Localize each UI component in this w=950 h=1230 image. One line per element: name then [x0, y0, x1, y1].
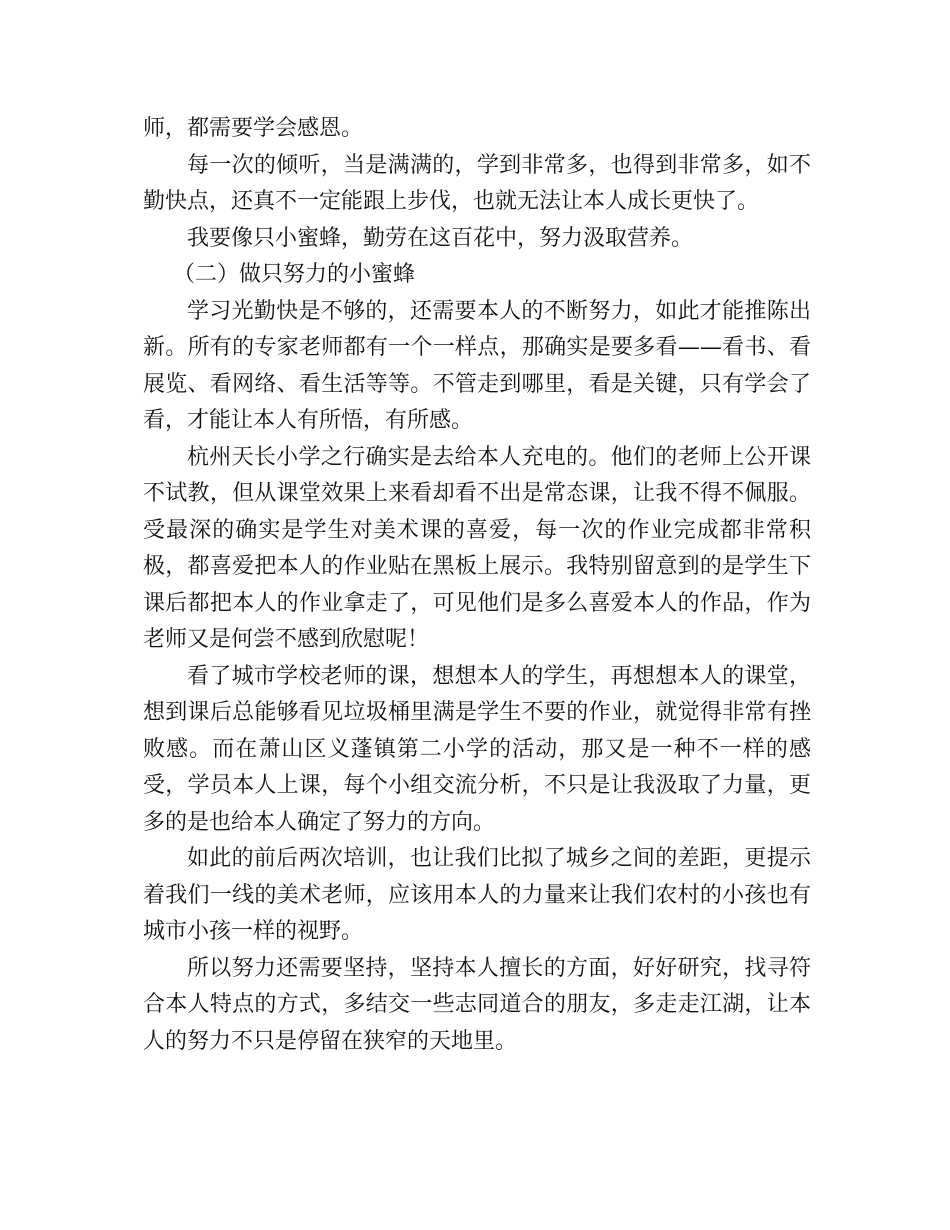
paragraph: 杭州天长小学之行确实是去给本人充电的。他们的老师上公开课不试教，但从课堂效果上来看却看不出是常态课，让我不得不佩服。受最深的确实是学生对美术课的喜爱，每一次的作业完成都非常积极，都喜爱把本人的作业贴在黑板上展示。我特别留意到的是学生下课后都把本人的作业拿走了，可见他们是多么喜爱本人的作品，作为老师又是何尝不感到欣慰呢！: [143, 444, 811, 652]
paragraph: 我要像只小蜜蜂，勤劳在这百花中，努力汲取营养。: [187, 225, 694, 251]
section-heading: （二）做只努力的小蜜蜂: [173, 262, 416, 287]
paragraph: 每一次的倾听，当是满满的，学到非常多，也得到非常多，如不勤快点，还真不一定能跟上步伐，也就无法让本人成长更快了。: [143, 152, 811, 214]
paragraph: 学习光勤快是不够的，还需要本人的不断努力，如此才能推陈出新。所有的专家老师都有一个一样点，那确实是要多看——看书、看展览、看网络、看生活等等。不管走到哪里，看是关键，只有学会了看，才能让本人有所悟，有所感。: [143, 298, 811, 433]
paragraph-continuation: 师，都需要学会感恩。: [143, 116, 364, 141]
paragraph: 所以努力还需要坚持，坚持本人擅长的方面，好好研究，找寻符合本人特点的方式，多结交一些志同道合的朋友，多走走江湖，让本人的努力不只是停留在狭窄的天地里。: [143, 955, 811, 1054]
paragraph: 如此的前后两次培训，也让我们比拟了城乡之间的差距，更提示着我们一线的美术老师，应该用本人的力量来让我们农村的小孩也有城市小孩一样的视野。: [143, 846, 811, 944]
document-body: [143, 111, 811, 1060]
paragraph: 看了城市学校老师的课，想想本人的学生，再想想本人的课堂，想到课后总能够看见垃圾桶里满是学生不要的作业，就觉得非常有挫败感。而在萧山区义蓬镇第二小学的活动，那又是一种不一样的感受，学员本人上课，每个小组交流分析，不只是让我汲取了力量，更多的是也给本人确定了努力的方向。: [143, 663, 811, 835]
